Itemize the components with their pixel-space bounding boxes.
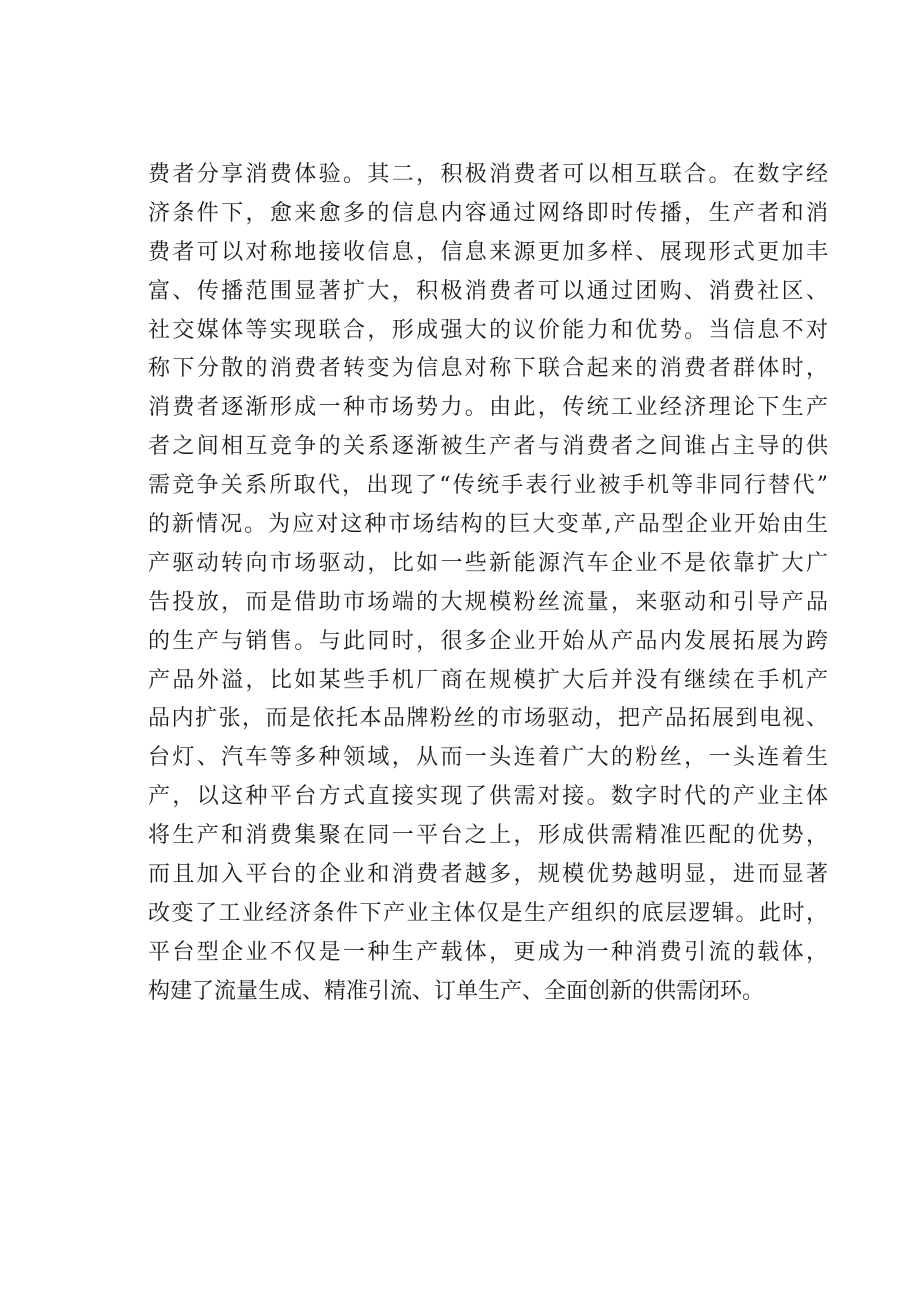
text-line: 富、传播范围显著扩大，积极消费者可以通过团购、消费社区、 (148, 278, 828, 304)
text-line: 的生产与销售。与此同时，很多企业开始从产品内发展拓展为跨 (148, 628, 828, 654)
text-line: 者之间相互竞争的关系逐渐被生产者与消费者之间谁占主导的供 (148, 434, 828, 460)
text-line: 的新情况。为应对这种市场结构的巨大变革,产品型企业开始由生 (148, 512, 828, 538)
text-line: 改变了工业经济条件下产业主体仅是生产组织的底层逻辑。此时， (148, 900, 828, 926)
text-line: 品内扩张，而是依托本品牌粉丝的市场驱动，把产品拓展到电视、 (148, 706, 828, 732)
text-line: 告投放，而是借助市场端的大规模粉丝流量，来驱动和引导产品 (148, 589, 828, 615)
text-line: 产驱动转向市场驱动，比如一些新能源汽车企业不是依靠扩大广 (148, 550, 828, 576)
text-line: 产品外溢，比如某些手机厂商在规模扩大后并没有继续在手机产 (148, 667, 828, 693)
text-line: 产，以这种平台方式直接实现了供需对接。数字时代的产业主体 (148, 784, 828, 810)
text-line: 平台型企业不仅是一种生产载体，更成为一种消费引流的载体， (148, 939, 828, 965)
text-line: 济条件下，愈来愈多的信息内容通过网络即时传播，生产者和消 (148, 200, 828, 226)
text-line: 需竞争关系所取代，出现了“传统手表行业被手机等非同行替代” (148, 473, 828, 499)
text-line: 费者分享消费体验。其二，积极消费者可以相互联合。在数字经 (148, 162, 828, 187)
text-line: 构建了流量生成、精准引流、订单生产、全面创新的供需闭环。 (148, 978, 765, 1004)
body-paragraph (148, 156, 828, 1012)
text-line: 消费者逐渐形成一种市场势力。由此，传统工业经济理论下生产 (148, 395, 828, 421)
text-line: 费者可以对称地接收信息，信息来源更加多样、展现形式更加丰 (148, 239, 828, 265)
text-line: 台灯、汽车等多种领域，从而一头连着广大的粉丝，一头连着生 (148, 745, 828, 771)
text-line: 称下分散的消费者转变为信息对称下联合起来的消费者群体时， (148, 356, 828, 382)
text-line: 而且加入平台的企业和消费者越多，规模优势越明显，进而显著 (148, 862, 828, 888)
text-line: 将生产和消费集聚在同一平台之上，形成供需精准匹配的优势， (148, 823, 828, 849)
text-line: 社交媒体等实现联合，形成强大的议价能力和优势。当信息不对 (148, 317, 828, 343)
